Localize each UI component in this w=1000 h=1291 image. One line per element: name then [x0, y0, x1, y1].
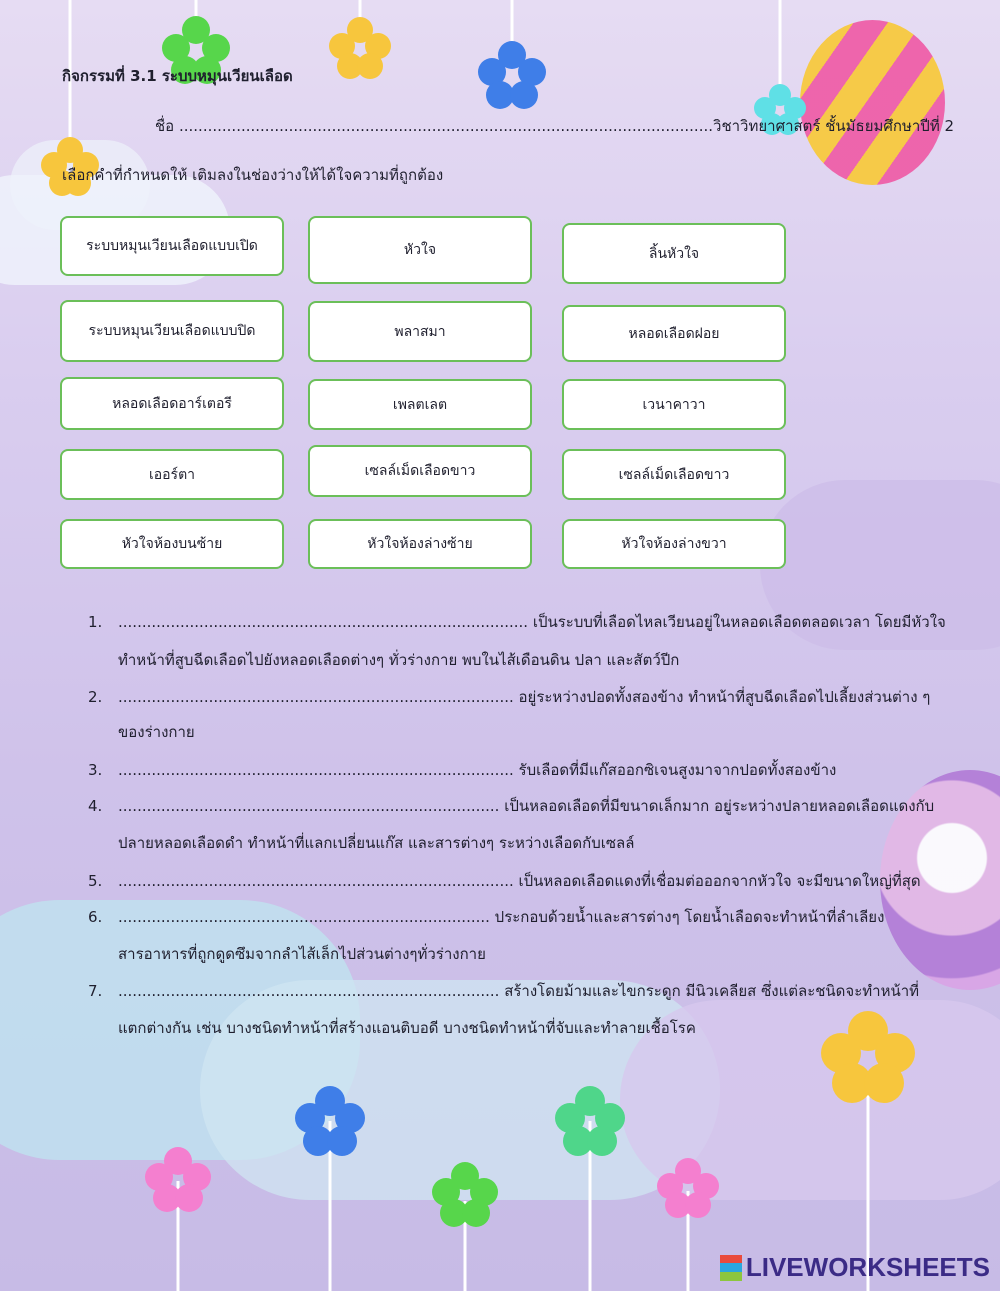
logo-bar-green — [720, 1272, 742, 1281]
word-bank-item[interactable]: หลอดเลือดฝอย — [562, 305, 786, 362]
word-bank-item[interactable]: พลาสมา — [308, 301, 532, 362]
word-bank-item[interactable]: หัวใจห้องล่างขวา — [562, 519, 786, 569]
question-item — [0, 687, 1000, 747]
logo-bar-blue — [720, 1263, 742, 1272]
name-line — [155, 114, 954, 138]
question-number: 2. — [88, 688, 103, 706]
question-item — [0, 796, 1000, 856]
word-bank-item[interactable]: หัวใจ — [308, 216, 532, 284]
word-bank-item[interactable]: เซลล์เม็ดเลือดขาว — [308, 445, 532, 497]
question-number: 5. — [88, 872, 103, 890]
question-item — [0, 760, 1000, 790]
question-item — [0, 981, 1000, 1041]
question-line[interactable]: ...................................................................................... เป็นระบบที่เลือดไหลเวียนอยู่ในหลอดเลือดตลอดเวลา โดยมีหัวใจ — [118, 613, 946, 631]
word-bank-item[interactable]: หัวใจห้องล่างซ้าย — [308, 519, 532, 569]
logo-bar-red — [720, 1255, 742, 1264]
question-line[interactable]: ................................................................................... เป็นหลอดเลือดแดงที่เชื่อมต่อออกจากหัวใจ จะมีขนาดใหญ่ที่สุด — [118, 872, 921, 890]
liveworksheets-brand — [720, 1252, 990, 1283]
word-bank-item[interactable]: ระบบหมุนเวียนเลือดแบบเปิด — [60, 216, 284, 276]
word-bank-item[interactable]: เพลตเลต — [308, 379, 532, 430]
liveworksheets-logo-icon — [720, 1255, 742, 1281]
page-title: กิจกรรมที่ 3.1 ระบบหมุนเวียนเลือด — [62, 67, 293, 85]
question-item — [0, 907, 1000, 967]
question-line[interactable]: .............................................................................. ประกอบด้วยน้ำและสารต่างๆ โดยน้ำเลือดจะทำหน้าที่ลำเลียง — [118, 908, 885, 926]
question-line: ของร่างกาย — [118, 723, 195, 741]
question-number: 3. — [88, 761, 103, 779]
word-bank-item[interactable]: เออร์ตา — [60, 449, 284, 500]
question-number: 4. — [88, 797, 103, 815]
word-bank-item[interactable]: ระบบหมุนเวียนเลือดแบบปิด — [60, 300, 284, 362]
question-line: สารอาหารที่ถูกดูดซึมจากลำไส้เล็กไปส่วนต่างๆทั่วร่างกาย — [118, 945, 486, 963]
question-number: 7. — [88, 982, 103, 1000]
question-line: แตกต่างกัน เช่น บางชนิดทำหน้าที่สร้างแอนติบอดี บางชนิดทำหน้าที่จับและทำลายเชื้อโรค — [118, 1019, 696, 1037]
question-item — [0, 612, 1000, 672]
instruction-text: เลือกคำที่กำหนดให้ เติมลงในช่องว่างให้ได้ใจความที่ถูกต้อง — [62, 166, 444, 184]
question-line: ปลายหลอดเลือดดำ ทำหน้าที่แลกเปลี่ยนแก๊ส และสารต่างๆ ระหว่างเลือดกับเซลล์ — [118, 834, 635, 852]
question-line[interactable]: ................................................................................ สร้างโดยม้ามและไขกระดูก มีนิวเคลียส ซึ่งแต่ละชนิดจะทำหน้าที่ — [118, 982, 920, 1000]
question-number: 6. — [88, 908, 103, 926]
brand-wordmark: LIVEWORKSHEETS — [745, 1252, 990, 1282]
name-input-dots[interactable]: ................................................................................................................ — [178, 117, 714, 135]
question-line: ทำหน้าที่สูบฉีดเลือดไปยังหลอดเลือดต่างๆ ทั่วร่างกาย พบในไส้เดือนดิน ปลา และสัตว์ปีก — [118, 651, 680, 669]
question-line[interactable]: ................................................................................... อยู่ระหว่างปอดทั้งสองข้าง ทำหน้าที่สูบฉีดเลือดไปเลี้ยงส่วนต่าง ๆ — [118, 688, 931, 706]
question-line[interactable]: ................................................................................ เป็นหลอดเลือดที่มีขนาดเล็กมาก อยู่ระหว่างปลายหลอดเลือดแดงกับ — [118, 797, 935, 815]
name-label: ชื่อ — [155, 117, 175, 135]
word-bank-item[interactable]: เวนาคาวา — [562, 379, 786, 430]
word-bank-item[interactable]: ลิ้นหัวใจ — [562, 223, 786, 284]
word-bank-item[interactable]: หลอดเลือดอาร์เตอรี — [60, 377, 284, 430]
question-item — [0, 871, 1000, 901]
word-bank-item[interactable]: หัวใจห้องบนซ้าย — [60, 519, 284, 569]
question-line[interactable]: ................................................................................... รับเลือดที่มีแก๊สออกซิเจนสูงมาจากปอดทั้งสองข้าง — [118, 761, 837, 779]
subject-label: วิชาวิทยาศาสตร์ ชั้นมัธยมศึกษาปีที่ 2 — [713, 117, 955, 135]
word-bank-item[interactable]: เซลล์เม็ดเลือดขาว — [562, 449, 786, 500]
question-number: 1. — [88, 613, 103, 631]
